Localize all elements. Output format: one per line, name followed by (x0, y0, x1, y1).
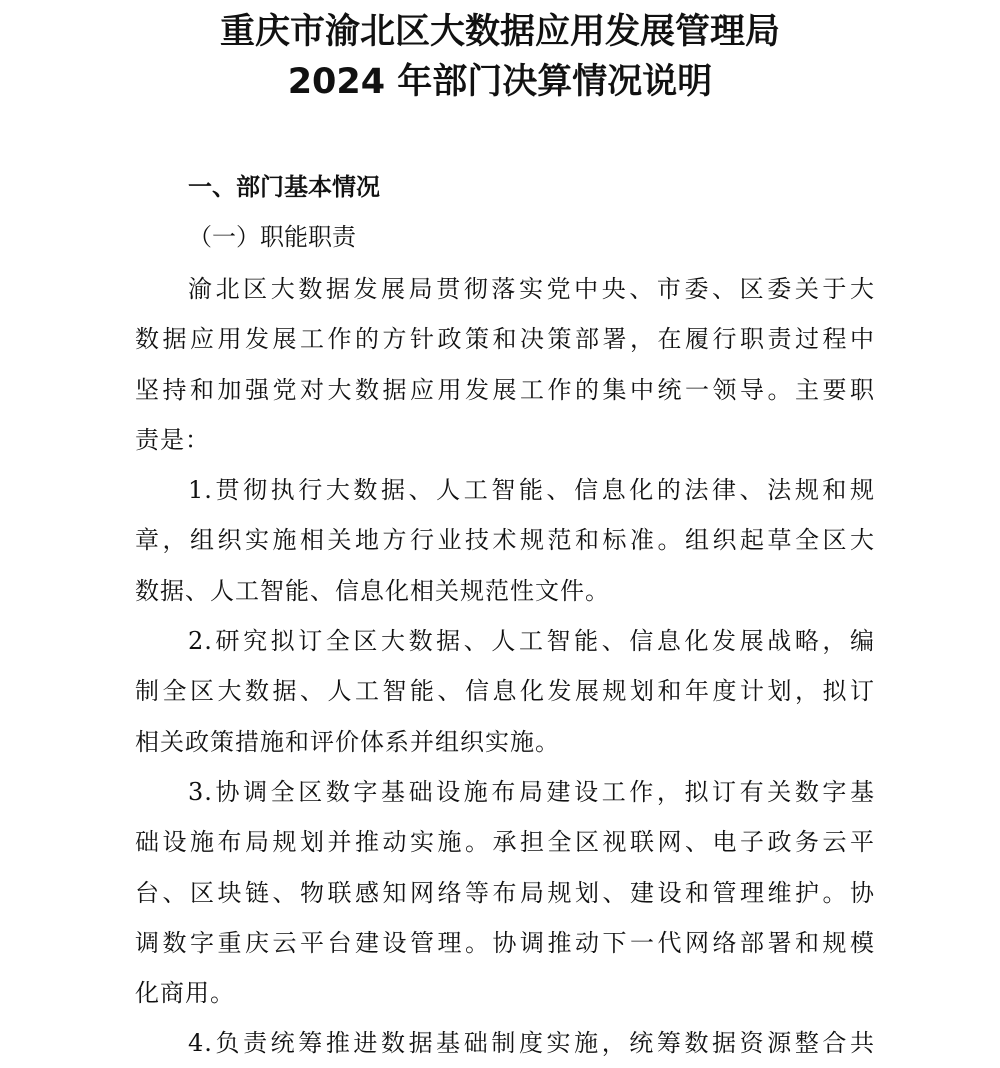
paragraph-line: 4.负责统筹推进数据基础制度实施，统筹数据资源整合共 (188, 1029, 875, 1057)
paragraph-line: 2.研究拟订全区大数据、人工智能、信息化发展战略，编 (188, 627, 875, 655)
paragraph-line: 数据应用发展工作的方针政策和决策部署，在履行职责过程中 (135, 325, 875, 354)
paragraph-line: 责是： (135, 425, 210, 454)
paragraph-line: 数据、人工智能、信息化相关规范性文件。 (135, 576, 610, 605)
paragraph-line: 制全区大数据、人工智能、信息化发展规划和年度计划，拟订 (135, 677, 875, 706)
document-title-line-1: 重庆市渝北区大数据应用发展管理局 (219, 12, 780, 52)
paragraph-line: 3.协调全区数字基础设施布局建设工作，拟订有关数字基 (188, 778, 875, 806)
paragraph-line: 1.贯彻执行大数据、人工智能、信息化的法律、法规和规 (188, 476, 875, 504)
section-heading: 一、部门基本情况 (188, 173, 380, 201)
paragraph-duty-1 (135, 465, 875, 616)
paragraph-duty-4 (135, 1018, 875, 1068)
paragraph-intro (135, 264, 875, 465)
paragraph-line: 础设施布局规划并推动实施。承担全区视联网、电子政务云平 (135, 828, 875, 857)
paragraph-line: 坚持和加强党对大数据应用发展工作的集中统一领导。主要职 (135, 375, 875, 404)
paragraph-line: 化商用。 (135, 979, 235, 1008)
paragraph-line: 相关政策措施和评价体系并组织实施。 (135, 727, 560, 756)
paragraph-duty-2 (135, 616, 875, 767)
document-title-line-2: 2024 年部门决算情况说明 (287, 62, 713, 102)
paragraph-line: 调数字重庆云平台建设管理。协调推动下一代网络部署和规模 (135, 928, 875, 957)
paragraph-line: 台、区块链、物联感知网络等布局规划、建设和管理维护。协 (135, 878, 875, 907)
subsection-heading: （一）职能职责 (188, 223, 356, 251)
paragraph-line: 渝北区大数据发展局贯彻落实党中央、市委、区委关于大 (188, 275, 875, 303)
paragraph-line: 章，组织实施相关地方行业技术规范和标准。组织起草全区大 (135, 526, 875, 555)
paragraph-duty-3 (135, 767, 875, 1018)
